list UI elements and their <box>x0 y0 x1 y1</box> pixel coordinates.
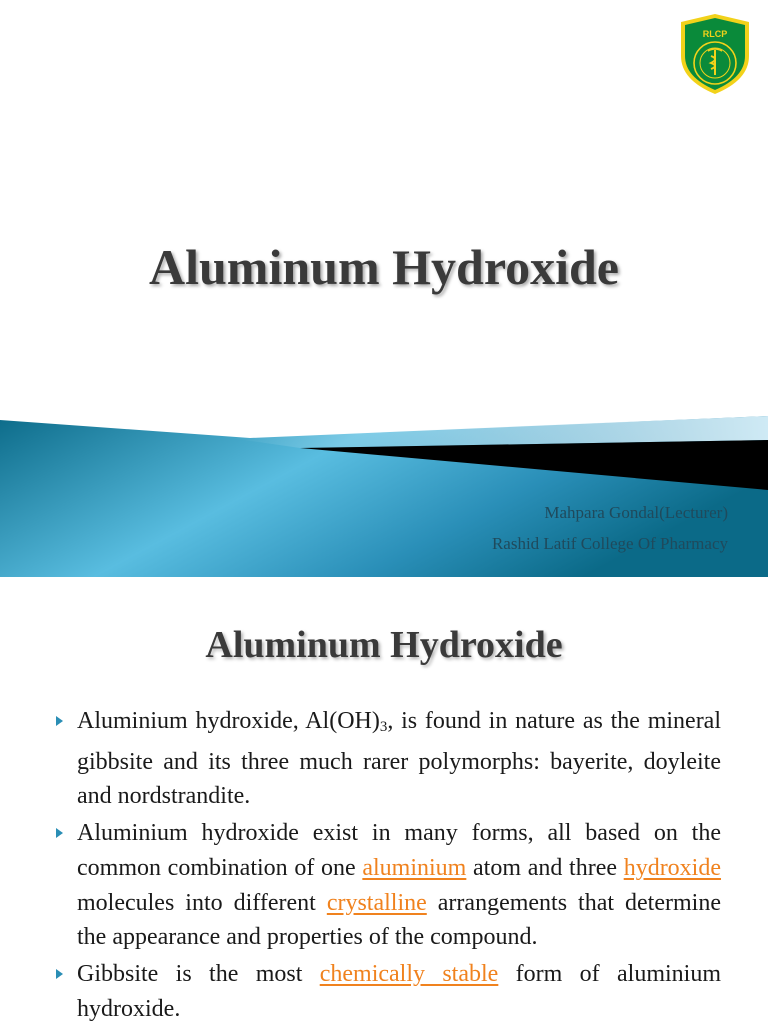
subscript: 3 <box>379 719 388 735</box>
slide-title: Aluminum Hydroxide <box>205 624 563 666</box>
author-name: Mahpara Gondal(Lecturer) <box>544 503 728 522</box>
presentation-title: Aluminum Hydroxide <box>149 239 619 295</box>
bullet-text: Aluminium hydroxide exist in many forms, all based on the common combination of one <box>77 820 721 881</box>
bullet-text: atom and three <box>466 854 624 881</box>
institution-name: Rashid Latif College Of Pharmacy <box>491 534 728 553</box>
logo-label: RLCP <box>702 29 728 39</box>
bullet-text: Gibbsite is the most <box>77 960 320 987</box>
bullet-arrow-icon <box>56 716 63 726</box>
bullet-item <box>56 816 721 955</box>
bullet-text: form of aluminium hydroxide. <box>77 960 721 1022</box>
link-hydroxide[interactable]: hydroxide <box>623 854 721 881</box>
bullet-arrow-icon <box>56 969 63 979</box>
link-crystalline[interactable]: crystalline <box>326 889 427 916</box>
bullet-text: arrangements that determine the appearance and properties of the compound. <box>77 889 721 951</box>
bullet-text: Aluminium hydroxide, Al(OH) <box>77 708 380 734</box>
content-slide <box>0 577 768 1024</box>
bullet-list <box>56 704 721 1024</box>
bullet-text: , is found in nature as the mineral gibbsite and its three much rarer polymorphs: bayerite, doyleite and nordstrandite. <box>77 708 722 810</box>
author-block <box>492 497 728 559</box>
college-logo <box>677 12 753 96</box>
bullet-item <box>56 957 721 1024</box>
bullet-item <box>56 704 721 814</box>
link-chemically-stable[interactable]: chemically stable <box>319 960 499 987</box>
bullet-text: molecules into different <box>77 889 327 916</box>
link-aluminium[interactable]: aluminium <box>362 854 467 881</box>
bullet-arrow-icon <box>56 828 63 838</box>
